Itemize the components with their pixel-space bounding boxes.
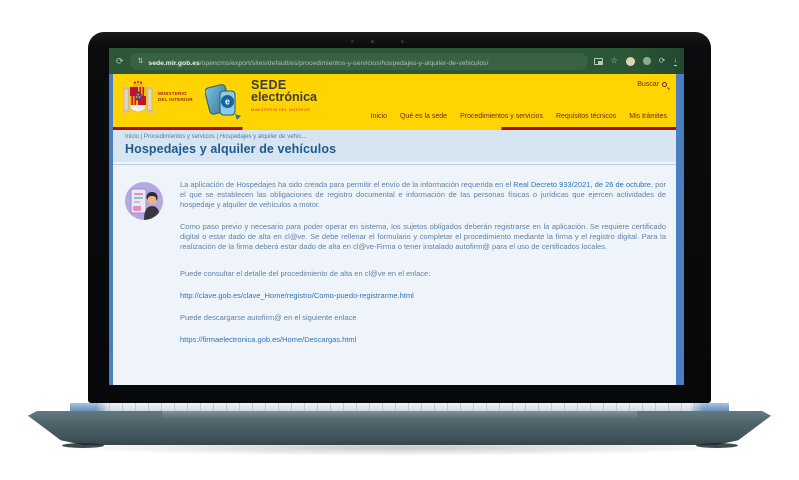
webpage-background <box>109 74 684 385</box>
refresh-circle-icon[interactable]: ⟳ <box>658 56 666 65</box>
laptop-foot <box>62 443 104 448</box>
paragraph-intro: La aplicación de Hospedajes ha sido creada para permitir el envío de la información requerida en el Real Decreto 933/2021, de 26 de octubre, por el que se establecen las obligaciones de registro documental e información de las personas físicas o jurídicas que ejercen actividades de hospedaje y alquiler de vehículos a motor. <box>180 180 666 209</box>
browser-address-bar <box>109 48 684 74</box>
nav-item-procedimientos-y-servicios[interactable]: Procedimientos y servicios <box>460 113 543 120</box>
page-title: Hospedajes y alquiler de vehículos <box>125 142 337 156</box>
nav-item-inicio[interactable]: Inicio <box>370 113 387 120</box>
search-label: Buscar <box>637 81 659 88</box>
url-path: /opencms/export/sites/default/es/procedimientos-y-servicios/hospedajes-y-alquiler-de-vehiculos/ <box>199 60 489 67</box>
paragraph-autofirma: Puede descargarse autofirm@ en el siguiente enlace <box>180 313 357 322</box>
sede-title: SEDE <box>251 78 287 92</box>
url-bar[interactable] <box>130 53 588 70</box>
paragraph-clave: Puede consultar el detalle del procedimiento de alta en cl@ve en el enlace: <box>180 269 431 278</box>
browser-toolbar-icons <box>594 57 677 66</box>
autofirma-descargas-link[interactable]: https://firmaelectronica.gob.es/Home/Descargas.html <box>180 335 357 344</box>
sede-caption: MINISTERIO DEL INTERIOR <box>251 107 311 112</box>
bookmark-star-icon[interactable]: ☆ <box>610 56 618 65</box>
content-panel <box>113 164 676 385</box>
picture-in-picture-icon[interactable] <box>594 58 603 65</box>
sede-subtitle: electrónica <box>251 90 318 104</box>
extensions-icon[interactable] <box>643 57 651 65</box>
ministry-name: MINISTERIO DEL INTERIOR <box>158 91 193 102</box>
nav-item-mis-tramites[interactable]: Mis trámites <box>629 113 667 120</box>
profile-avatar[interactable] <box>626 57 635 66</box>
article-text <box>180 180 666 345</box>
site-wrapper <box>113 74 676 385</box>
laptop-base <box>28 411 771 445</box>
search-icon <box>662 82 667 87</box>
url-domain: sede.mir.gob.es <box>148 60 200 67</box>
laptop-screen <box>109 48 684 385</box>
webcam-dot <box>401 40 404 43</box>
sede-wordmark <box>251 79 317 116</box>
webcam-dot <box>351 40 354 43</box>
real-decreto-link[interactable]: Real Decreto 933/2021, de 26 de octubre <box>513 180 651 189</box>
reload-icon[interactable]: ⟳ <box>116 55 124 66</box>
spain-coat-of-arms-logo <box>123 80 153 120</box>
clave-registro-link[interactable]: http://clave.gob.es/clave_Home/registro/Como-puedo-registrarme.html <box>180 291 414 300</box>
main-nav <box>371 113 667 120</box>
site-header <box>113 74 676 127</box>
laptop-keyboard-deck <box>70 403 729 412</box>
laptop-lid <box>88 32 711 403</box>
svg-text:e: e <box>224 96 231 107</box>
download-icon[interactable]: ↓ <box>673 56 677 64</box>
paragraph-registro: Como paso previo y necesario para poder operar en sistema, los sujetos obligados deberán registrarse en la aplicación. Se requiere certificado digital o estar dado de alta en cl@ve. Se debe rellenar el formulario y completar el procedimiento mediante la firma y el registro digital. Para la realización de la firma deberá estar dado de alta en cl@ve-Firma o tener instalado autofirm@ para el uso de certificados locales. <box>180 222 666 251</box>
laptop-foot <box>696 443 738 448</box>
site-controls-icon[interactable]: ⇅ <box>137 57 144 65</box>
hospedajes-illustration-icon <box>125 182 163 220</box>
breadcrumb-bar <box>113 130 676 162</box>
url-text[interactable] <box>148 53 488 70</box>
search-button[interactable] <box>637 81 667 88</box>
webcam-icon <box>371 40 374 43</box>
nav-item-requisitos-tecnicos[interactable]: Requisitos técnicos <box>555 113 617 120</box>
nav-item-que-es-la-sede[interactable]: Qué es la sede <box>399 113 448 120</box>
breadcrumb[interactable]: Inicio | Procedimientos y servicios | Hospedajes y alquiler de vehíc... <box>125 134 307 140</box>
sede-electronica-logo[interactable] <box>205 80 243 122</box>
